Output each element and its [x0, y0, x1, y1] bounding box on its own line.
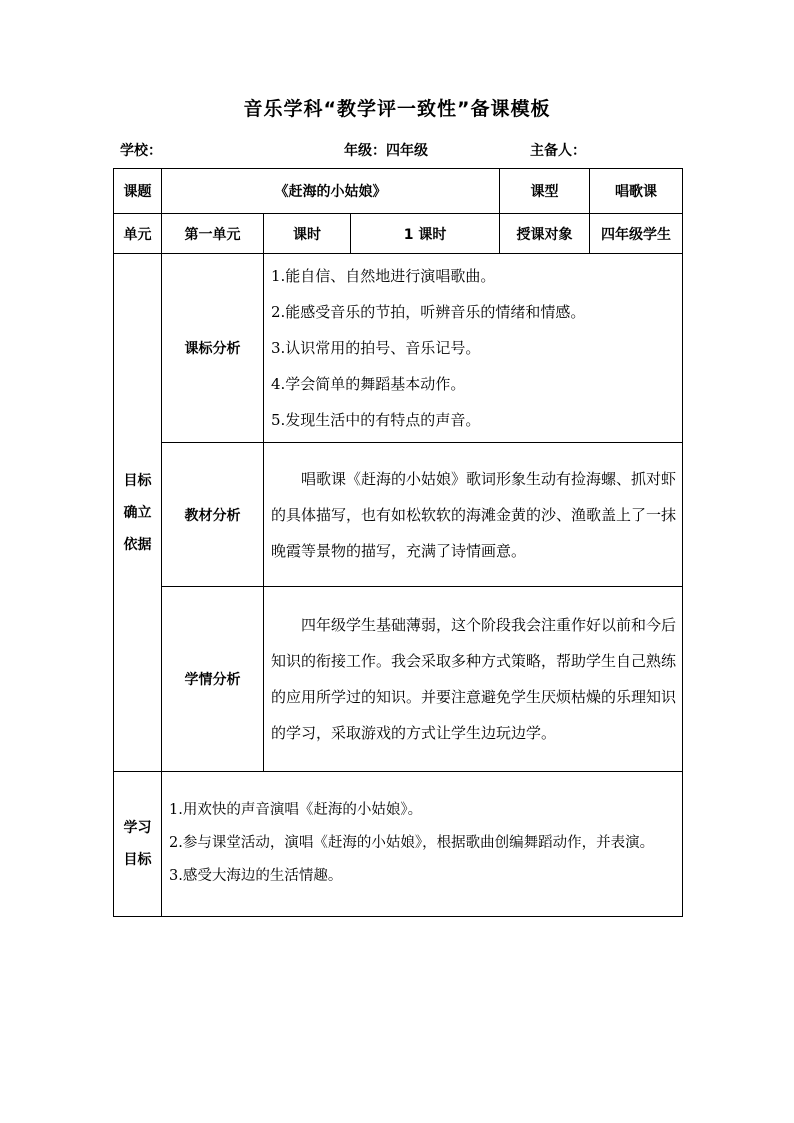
preparer-label: 主备人： [530, 143, 586, 159]
audience-label: 授课对象 [500, 214, 590, 254]
material-label: 教材分析 [162, 443, 264, 587]
topic-row [114, 169, 683, 214]
unit-row [114, 214, 683, 254]
goals-label-line-1: 学习 [123, 820, 152, 836]
standards-list [264, 254, 683, 443]
standards-row [114, 254, 683, 443]
topic-value: 《赶海的小姑娘》 [162, 169, 500, 214]
topic-label: 课题 [114, 169, 162, 214]
basis-label-line-1: 目标 [123, 472, 152, 489]
goals-list [162, 772, 683, 917]
type-label: 课型 [500, 169, 590, 214]
basis-label [114, 254, 162, 772]
goal-item: 2.参与课堂活动，演唱《赶海的小姑娘》，根据歌曲创编舞蹈动作，并表演。 [169, 835, 655, 851]
goals-label-line-2: 目标 [123, 852, 152, 868]
page-title: 音乐学科“教学评一致性”备课模板 [243, 98, 551, 120]
unit-label: 单元 [114, 214, 162, 254]
type-value: 唱歌课 [590, 169, 683, 214]
material-row [114, 443, 683, 587]
basis-label-line-2: 确立 [123, 504, 152, 521]
standards-item: 3.认识常用的拍号、音乐记号。 [271, 339, 481, 357]
goal-item: 3.感受大海边的生活情趣。 [169, 868, 343, 884]
goal-item: 1.用欢快的声音演唱《赶海的小姑娘》。 [169, 802, 423, 818]
learner-label: 学情分析 [162, 587, 264, 772]
period-label: 课时 [264, 214, 351, 254]
period-value: 1 课时 [351, 214, 500, 254]
lesson-plan-table [113, 168, 683, 917]
learner-text: 四年级学生基础薄弱，这个阶段我会注重作好以前和今后知识的衔接工作。我会采取多种方式策略，帮助学生自己熟练的应用所学过的知识。并要注意避免学生厌烦枯燥的乐理知识的学习，采取游戏的方式让学生边玩边学。 [264, 587, 683, 772]
goals-label [114, 772, 162, 917]
standards-item: 1.能自信、自然地进行演唱歌曲。 [271, 267, 496, 285]
standards-label: 课标分析 [162, 254, 264, 443]
school-label: 学校： [120, 143, 162, 159]
audience-value: 四年级学生 [590, 214, 683, 254]
material-text: 唱歌课《赶海的小姑娘》歌词形象生动有捡海螺、抓对虾的具体描写，也有如松软软的海滩金黄的沙、渔歌盖上了一抹晚霞等景物的描写，充满了诗情画意。 [264, 443, 683, 587]
grade-label: 年级：四年级 [344, 143, 428, 159]
goals-row [114, 772, 683, 917]
standards-item: 5.发现生活中的有特点的声音。 [271, 411, 481, 429]
learner-row [114, 587, 683, 772]
standards-item: 2.能感受音乐的节拍，听辨音乐的情绪和情感。 [271, 303, 586, 321]
standards-item: 4.学会简单的舞蹈基本动作。 [271, 375, 466, 393]
basis-label-line-3: 依据 [123, 536, 152, 553]
unit-value: 第一单元 [162, 214, 264, 254]
